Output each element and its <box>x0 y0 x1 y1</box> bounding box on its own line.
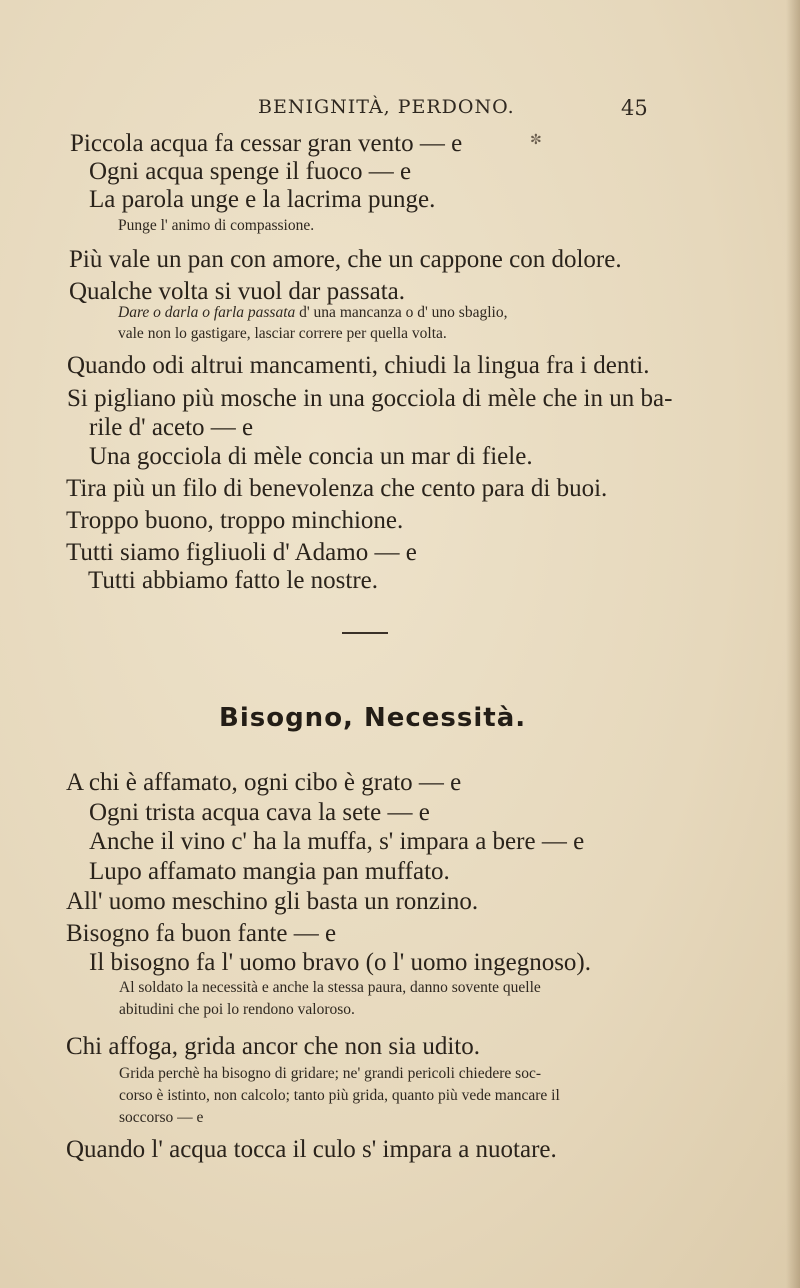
proverb-line: Più vale un pan con amore, che un cappone con dolore. <box>69 246 622 273</box>
commentary-line: vale non lo gastigare, lasciar correre per quella volta. <box>118 325 447 342</box>
page-number: 45 <box>621 96 648 120</box>
proverb-line: La parola unge e la lacrima punge. <box>89 186 436 213</box>
proverb-line: Chi affoga, grida ancor che non sia udito. <box>66 1033 481 1060</box>
section-divider <box>342 632 388 634</box>
proverb-line: Piccola acqua fa cessar gran vento — e <box>70 130 463 157</box>
commentary-line: Al soldato la necessità e anche la stessa paura, danno sovente quelle <box>119 979 541 996</box>
proverb-line: Quando odi altrui mancamenti, chiudi la lingua fra i denti. <box>67 352 650 379</box>
proverb-line: Lupo affamato mangia pan muffato. <box>89 858 450 885</box>
printer-ornament-icon: ✼ <box>530 132 542 148</box>
proverb-line: Ogni trista acqua cava la sete — e <box>89 799 430 826</box>
proverb-line: Il bisogno fa l' uomo bravo (o l' uomo ingegnoso). <box>89 949 592 976</box>
proverb-line: Qualche volta si vuol dar passata. <box>69 278 406 305</box>
proverb-line: A chi è affamato, ogni cibo è grato — e <box>66 769 462 796</box>
commentary-line: Grida perchè ha bisogno di gridare; ne' grandi pericoli chiedere soc- <box>119 1065 541 1082</box>
running-title: BENIGNITÀ, PERDONO. <box>258 96 515 118</box>
proverb-line: Tutti siamo figliuoli d' Adamo — e <box>66 539 417 566</box>
proverb-line: Ogni acqua spenge il fuoco — e <box>89 158 412 185</box>
proverb-line: Bisogno fa buon fante — e <box>66 920 337 947</box>
page-header <box>0 96 800 122</box>
proverb-line: Tira più un filo di benevolenza che cento para di buoi. <box>66 475 608 502</box>
section-title: Bisogno, Necessità. <box>219 703 527 733</box>
proverb-line: Si pigliano più mosche in una gocciola di mèle che in un ba- <box>67 385 673 412</box>
commentary-line: Punge l' animo di compassione. <box>118 217 315 234</box>
proverb-line: Una gocciola di mèle concia un mar di fiele. <box>89 443 533 470</box>
proverb-line: Quando l' acqua tocca il culo s' impara a nuotare. <box>66 1136 557 1163</box>
commentary-line: Dare o darla o farla passata d' una mancanza o d' uno sbaglio, <box>118 304 508 321</box>
proverb-line: Tutti abbiamo fatto le nostre. <box>88 567 379 594</box>
page-edge-shadow <box>786 0 800 1288</box>
commentary-line: abitudini che poi lo rendono valoroso. <box>119 1001 355 1018</box>
proverb-line: Troppo buono, troppo minchione. <box>66 507 404 534</box>
proverb-line: All' uomo meschino gli basta un ronzino. <box>66 888 479 915</box>
commentary-line: corso è istinto, non calcolo; tanto più grida, quanto più vede mancare il <box>119 1087 560 1104</box>
proverb-line: Anche il vino c' ha la muffa, s' impara a bere — e <box>89 828 585 855</box>
proverb-line: rile d' aceto — e <box>89 414 254 441</box>
commentary-line: soccorso — e <box>119 1109 204 1126</box>
